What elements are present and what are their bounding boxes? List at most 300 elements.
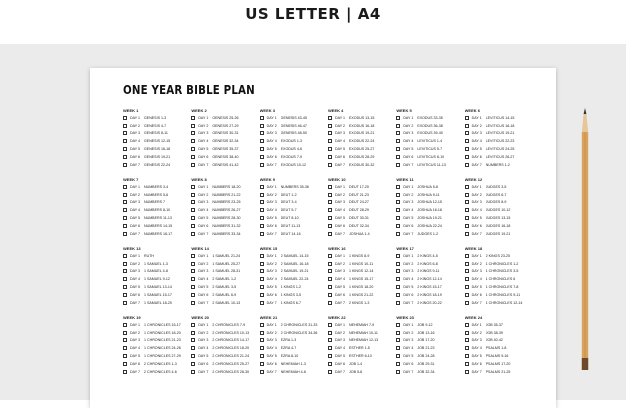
day-label: DAY 3 — [130, 131, 141, 136]
day-checkbox[interactable] — [191, 331, 195, 335]
reading-label: NUMBERS 14-15 — [144, 223, 173, 228]
day-row — [123, 344, 191, 352]
day-row — [123, 360, 191, 368]
day-row — [328, 360, 396, 368]
day-row — [260, 191, 328, 199]
day-row — [328, 260, 396, 268]
day-checkbox[interactable] — [396, 185, 400, 189]
day-checkbox[interactable] — [260, 163, 264, 167]
day-label: DAY 6 — [335, 292, 346, 297]
day-checkbox[interactable] — [328, 370, 332, 374]
reading-label: 2 KINGS 15-17 — [417, 285, 442, 290]
day-checkbox[interactable] — [396, 216, 400, 220]
day-checkbox[interactable] — [191, 116, 195, 120]
day-checkbox[interactable] — [396, 208, 400, 212]
reading-label: NUMBERS 23-25 — [212, 200, 241, 205]
day-row — [396, 114, 464, 122]
day-label: DAY 1 — [266, 253, 277, 258]
day-checkbox[interactable] — [396, 163, 400, 167]
day-checkbox[interactable] — [123, 185, 127, 189]
reading-label: DEUT 17-20 — [349, 184, 369, 189]
day-checkbox[interactable] — [260, 346, 264, 350]
day-checkbox[interactable] — [123, 155, 127, 159]
day-checkbox[interactable] — [396, 323, 400, 327]
day-checkbox[interactable] — [191, 208, 195, 212]
day-checkbox[interactable] — [465, 139, 469, 143]
day-checkbox[interactable] — [396, 131, 400, 135]
day-label: DAY 5 — [130, 354, 141, 359]
day-checkbox[interactable] — [328, 362, 332, 366]
day-checkbox[interactable] — [191, 139, 195, 143]
day-checkbox[interactable] — [328, 224, 332, 228]
day-label: DAY 1 — [198, 322, 209, 327]
day-checkbox[interactable] — [191, 262, 195, 266]
day-row — [191, 145, 259, 153]
day-checkbox[interactable] — [260, 155, 264, 159]
day-label: DAY 7 — [403, 231, 414, 236]
day-checkbox[interactable] — [123, 354, 127, 358]
day-checkbox[interactable] — [465, 277, 469, 281]
day-checkbox[interactable] — [396, 124, 400, 128]
day-checkbox[interactable] — [191, 224, 195, 228]
day-label: DAY 3 — [471, 269, 482, 274]
day-row — [260, 153, 328, 161]
reading-label: 1 KINGS 10-11 — [349, 261, 374, 266]
day-row — [396, 344, 464, 352]
day-label: DAY 3 — [266, 200, 277, 205]
day-checkbox[interactable] — [465, 285, 469, 289]
reading-label: EXODUS 10-12 — [280, 162, 307, 167]
day-row — [260, 199, 328, 207]
day-checkbox[interactable] — [191, 293, 195, 297]
reading-label: EXODUS 13-15 — [349, 115, 375, 120]
reading-label: 2 CHRONICLES 1-3 — [144, 361, 177, 366]
reading-label: NUMBERS 18-20 — [212, 184, 241, 189]
day-checkbox[interactable] — [260, 254, 264, 258]
day-label: DAY 2 — [130, 123, 141, 128]
day-label: DAY 4 — [198, 139, 209, 144]
day-checkbox[interactable] — [191, 193, 195, 197]
day-checkbox[interactable] — [396, 301, 400, 305]
week-title: WEEK 5 — [396, 108, 412, 113]
week-block — [123, 108, 191, 177]
day-checkbox[interactable] — [123, 131, 127, 135]
day-checkbox[interactable] — [191, 354, 195, 358]
reading-label: EXODUS 16-18 — [349, 123, 375, 128]
day-row — [191, 230, 259, 238]
day-checkbox[interactable] — [191, 269, 195, 273]
day-checkbox[interactable] — [328, 208, 332, 212]
day-checkbox[interactable] — [465, 155, 469, 159]
day-checkbox[interactable] — [328, 185, 332, 189]
day-checkbox[interactable] — [396, 254, 400, 258]
day-checkbox[interactable] — [260, 208, 264, 212]
day-checkbox[interactable] — [260, 193, 264, 197]
day-checkbox[interactable] — [191, 155, 195, 159]
day-label: DAY 6 — [403, 361, 414, 366]
day-checkbox[interactable] — [123, 216, 127, 220]
week-block — [396, 315, 464, 384]
day-row — [465, 153, 533, 161]
day-label: DAY 5 — [335, 147, 346, 152]
day-label: DAY 2 — [266, 123, 277, 128]
day-checkbox[interactable] — [465, 293, 469, 297]
day-label: DAY 3 — [403, 269, 414, 274]
day-row — [465, 344, 533, 352]
day-checkbox[interactable] — [328, 262, 332, 266]
day-checkbox[interactable] — [123, 262, 127, 266]
day-label: DAY 1 — [130, 115, 141, 120]
day-checkbox[interactable] — [328, 254, 332, 258]
day-checkbox[interactable] — [260, 216, 264, 220]
day-checkbox[interactable] — [191, 124, 195, 128]
day-checkbox[interactable] — [123, 269, 127, 273]
day-row — [328, 222, 396, 230]
day-checkbox[interactable] — [260, 147, 264, 151]
day-checkbox[interactable] — [396, 147, 400, 151]
reading-label: 1 KINGS 8-9 — [349, 253, 370, 258]
day-checkbox[interactable] — [260, 285, 264, 289]
day-label: DAY 1 — [130, 322, 141, 327]
day-row — [191, 337, 259, 345]
day-row — [260, 137, 328, 145]
reading-label: 1 SAMUEL 21-24 — [212, 253, 241, 258]
day-checkbox[interactable] — [260, 331, 264, 335]
day-checkbox[interactable] — [328, 131, 332, 135]
day-checkbox[interactable] — [260, 262, 264, 266]
day-checkbox[interactable] — [260, 323, 264, 327]
reading-label: LEVITICUS 26-27 — [485, 154, 515, 159]
day-checkbox[interactable] — [191, 346, 195, 350]
day-label: DAY 6 — [471, 154, 482, 159]
day-checkbox[interactable] — [191, 131, 195, 135]
day-label: DAY 5 — [130, 147, 141, 152]
day-row — [191, 183, 259, 191]
day-checkbox[interactable] — [123, 139, 127, 143]
reading-label: NEHEMIAH 4-6 — [280, 369, 306, 374]
day-checkbox[interactable] — [123, 193, 127, 197]
day-checkbox[interactable] — [465, 346, 469, 350]
day-row — [465, 275, 533, 283]
day-checkbox[interactable] — [328, 216, 332, 220]
day-checkbox[interactable] — [328, 155, 332, 159]
day-checkbox[interactable] — [191, 163, 195, 167]
reading-label: DEUT 24-27 — [349, 200, 369, 205]
day-checkbox[interactable] — [396, 139, 400, 143]
day-checkbox[interactable] — [328, 124, 332, 128]
day-label: DAY 1 — [471, 184, 482, 189]
day-checkbox[interactable] — [465, 331, 469, 335]
day-checkbox[interactable] — [328, 163, 332, 167]
day-row — [328, 344, 396, 352]
day-checkbox[interactable] — [123, 331, 127, 335]
reading-label: JUDGES 3-5 — [485, 184, 507, 189]
day-checkbox[interactable] — [123, 163, 127, 167]
day-checkbox[interactable] — [396, 338, 400, 342]
day-row — [123, 283, 191, 291]
day-checkbox[interactable] — [465, 338, 469, 342]
day-label: DAY 6 — [335, 361, 346, 366]
day-checkbox[interactable] — [123, 208, 127, 212]
day-checkbox[interactable] — [123, 362, 127, 366]
day-checkbox[interactable] — [260, 338, 264, 342]
day-checkbox[interactable] — [260, 200, 264, 204]
day-label: DAY 3 — [266, 131, 277, 136]
day-checkbox[interactable] — [396, 262, 400, 266]
day-checkbox[interactable] — [191, 301, 195, 305]
reading-label: 1 SAMUEL 1-3 — [144, 261, 168, 266]
day-label: DAY 4 — [471, 208, 482, 213]
day-checkbox[interactable] — [396, 193, 400, 197]
day-checkbox[interactable] — [465, 362, 469, 366]
day-checkbox[interactable] — [465, 216, 469, 220]
day-checkbox[interactable] — [260, 277, 264, 281]
day-row — [328, 291, 396, 299]
day-checkbox[interactable] — [396, 269, 400, 273]
reading-label: GENESIS 35-37 — [212, 147, 239, 152]
day-checkbox[interactable] — [465, 147, 469, 151]
reading-label: 1 KINGS 12-14 — [349, 269, 374, 274]
day-checkbox[interactable] — [465, 131, 469, 135]
day-checkbox[interactable] — [465, 301, 469, 305]
day-label: DAY 7 — [471, 162, 482, 167]
day-checkbox[interactable] — [465, 262, 469, 266]
day-label: DAY 6 — [403, 292, 414, 297]
day-checkbox[interactable] — [396, 224, 400, 228]
reading-label: EXODUS 7-9 — [280, 154, 303, 159]
day-checkbox[interactable] — [465, 254, 469, 258]
day-checkbox[interactable] — [328, 277, 332, 281]
day-checkbox[interactable] — [396, 277, 400, 281]
day-checkbox[interactable] — [328, 139, 332, 143]
day-checkbox[interactable] — [465, 354, 469, 358]
day-checkbox[interactable] — [396, 331, 400, 335]
day-label: DAY 5 — [403, 285, 414, 290]
day-checkbox[interactable] — [328, 116, 332, 120]
day-checkbox[interactable] — [191, 285, 195, 289]
day-checkbox[interactable] — [260, 362, 264, 366]
day-label: DAY 2 — [130, 261, 141, 266]
day-label: DAY 5 — [403, 354, 414, 359]
day-row — [123, 275, 191, 283]
reading-label: 1 SAMUEL 25-27 — [212, 261, 241, 266]
day-row — [123, 114, 191, 122]
day-checkbox[interactable] — [191, 185, 195, 189]
day-row — [396, 260, 464, 268]
day-checkbox[interactable] — [260, 124, 264, 128]
reading-label: EXODUS 22-24 — [349, 139, 375, 144]
day-label: DAY 2 — [266, 192, 277, 197]
day-checkbox[interactable] — [396, 116, 400, 120]
day-checkbox[interactable] — [191, 232, 195, 236]
day-checkbox[interactable] — [123, 293, 127, 297]
day-label: DAY 6 — [266, 223, 277, 228]
day-checkbox[interactable] — [328, 301, 332, 305]
reading-label: 2 CHRONICLES 21-24 — [212, 354, 250, 359]
reading-label: EXODUS 36-38 — [417, 123, 443, 128]
reading-label: JOB 17-20 — [417, 338, 435, 343]
day-checkbox[interactable] — [260, 301, 264, 305]
day-checkbox[interactable] — [191, 277, 195, 281]
day-label: DAY 2 — [198, 123, 209, 128]
day-checkbox[interactable] — [260, 370, 264, 374]
day-checkbox[interactable] — [123, 323, 127, 327]
day-checkbox[interactable] — [465, 200, 469, 204]
day-row — [123, 368, 191, 376]
day-checkbox[interactable] — [465, 269, 469, 273]
week-title: WEEK 3 — [259, 108, 275, 113]
day-checkbox[interactable] — [465, 232, 469, 236]
day-checkbox[interactable] — [260, 293, 264, 297]
day-label: DAY 1 — [198, 253, 209, 258]
day-row — [328, 191, 396, 199]
day-checkbox[interactable] — [328, 338, 332, 342]
day-row — [191, 260, 259, 268]
day-checkbox[interactable] — [396, 346, 400, 350]
day-checkbox[interactable] — [465, 208, 469, 212]
day-checkbox[interactable] — [328, 346, 332, 350]
day-checkbox[interactable] — [191, 254, 195, 258]
day-checkbox[interactable] — [123, 254, 127, 258]
reading-label: NEHEMIAH 1-3 — [280, 361, 306, 366]
day-checkbox[interactable] — [123, 301, 127, 305]
day-checkbox[interactable] — [465, 370, 469, 374]
day-label: DAY 5 — [335, 216, 346, 221]
day-checkbox[interactable] — [260, 139, 264, 143]
day-checkbox[interactable] — [328, 232, 332, 236]
day-checkbox[interactable] — [191, 338, 195, 342]
day-checkbox[interactable] — [123, 200, 127, 204]
day-checkbox[interactable] — [465, 193, 469, 197]
day-checkbox[interactable] — [396, 155, 400, 159]
day-label: DAY 7 — [198, 231, 209, 236]
day-row — [396, 199, 464, 207]
reading-label: 1 SAMUEL 13-14 — [144, 285, 172, 290]
reading-label: JOSHUA 22-24 — [417, 223, 442, 228]
day-label: DAY 7 — [335, 300, 346, 305]
day-checkbox[interactable] — [123, 147, 127, 151]
day-row — [396, 337, 464, 345]
day-checkbox[interactable] — [191, 323, 195, 327]
reading-label: LEVITICUS 14-15 — [485, 115, 515, 120]
day-checkbox[interactable] — [396, 354, 400, 358]
day-checkbox[interactable] — [123, 124, 127, 128]
day-label: DAY 3 — [266, 338, 277, 343]
day-checkbox[interactable] — [328, 354, 332, 358]
reading-label: EZRA 1-3 — [280, 338, 297, 343]
day-row — [465, 368, 533, 376]
week-block — [260, 246, 328, 315]
day-checkbox[interactable] — [328, 323, 332, 327]
reading-label: GENESIS 30-31 — [212, 131, 239, 136]
day-checkbox[interactable] — [260, 354, 264, 358]
day-checkbox[interactable] — [328, 200, 332, 204]
day-checkbox[interactable] — [396, 293, 400, 297]
day-checkbox[interactable] — [465, 224, 469, 228]
day-row — [191, 114, 259, 122]
day-row — [191, 161, 259, 169]
day-checkbox[interactable] — [465, 185, 469, 189]
day-checkbox[interactable] — [396, 285, 400, 289]
day-checkbox[interactable] — [396, 232, 400, 236]
reading-label: ESTHER 6-10 — [349, 354, 372, 359]
week-block — [465, 108, 533, 177]
day-checkbox[interactable] — [465, 163, 469, 167]
day-checkbox[interactable] — [191, 216, 195, 220]
day-checkbox[interactable] — [123, 277, 127, 281]
day-checkbox[interactable] — [123, 232, 127, 236]
day-checkbox[interactable] — [191, 370, 195, 374]
day-checkbox[interactable] — [328, 293, 332, 297]
day-checkbox[interactable] — [465, 124, 469, 128]
day-label: DAY 7 — [471, 231, 482, 236]
day-checkbox[interactable] — [260, 116, 264, 120]
day-checkbox[interactable] — [191, 362, 195, 366]
reading-label: NUMBERS 3-4 — [144, 184, 169, 189]
day-checkbox[interactable] — [191, 147, 195, 151]
day-label: DAY 4 — [266, 277, 277, 282]
day-checkbox[interactable] — [396, 362, 400, 366]
reading-label: NUMBERS 11-13 — [144, 216, 172, 221]
day-label: DAY 6 — [130, 292, 141, 297]
day-checkbox[interactable] — [328, 269, 332, 273]
day-checkbox[interactable] — [260, 269, 264, 273]
day-checkbox[interactable] — [328, 193, 332, 197]
day-checkbox[interactable] — [465, 116, 469, 120]
reading-label: 1 CHRONICLES 24-26 — [144, 346, 181, 351]
day-checkbox[interactable] — [396, 370, 400, 374]
day-row — [191, 344, 259, 352]
reading-label: LEVITICUS 22-23 — [485, 139, 515, 144]
reading-label: JOB 40-42 — [485, 338, 503, 343]
day-row — [396, 291, 464, 299]
day-checkbox[interactable] — [260, 232, 264, 236]
day-checkbox[interactable] — [123, 370, 127, 374]
week-block — [328, 315, 396, 384]
reading-label: LEVITICUS 8-10 — [417, 154, 445, 159]
day-checkbox[interactable] — [396, 200, 400, 204]
day-checkbox[interactable] — [260, 224, 264, 228]
day-checkbox[interactable] — [328, 331, 332, 335]
week-title: WEEK 12 — [464, 177, 483, 182]
reading-label: PSALMS 1-8 — [485, 346, 507, 351]
reading-label: 1 CHRONICLES 15-17 — [144, 322, 181, 327]
day-checkbox[interactable] — [123, 338, 127, 342]
day-checkbox[interactable] — [123, 285, 127, 289]
day-checkbox[interactable] — [123, 224, 127, 228]
reading-label: 1 KINGS 3-5 — [280, 292, 302, 297]
day-row — [191, 122, 259, 130]
day-label: DAY 2 — [403, 123, 414, 128]
day-row — [191, 368, 259, 376]
day-checkbox[interactable] — [328, 147, 332, 151]
reading-label: GENESIS 43-45 — [280, 115, 307, 120]
day-checkbox[interactable] — [260, 185, 264, 189]
reading-label: NEHEMIAH 7-9 — [349, 322, 375, 327]
day-checkbox[interactable] — [328, 285, 332, 289]
day-checkbox[interactable] — [260, 131, 264, 135]
day-checkbox[interactable] — [123, 346, 127, 350]
day-row — [123, 252, 191, 260]
day-label: DAY 4 — [403, 346, 414, 351]
day-checkbox[interactable] — [123, 116, 127, 120]
day-row — [260, 299, 328, 307]
day-checkbox[interactable] — [465, 323, 469, 327]
day-label: DAY 1 — [471, 115, 482, 120]
day-row — [191, 191, 259, 199]
day-checkbox[interactable] — [191, 200, 195, 204]
day-label: DAY 5 — [266, 285, 277, 290]
